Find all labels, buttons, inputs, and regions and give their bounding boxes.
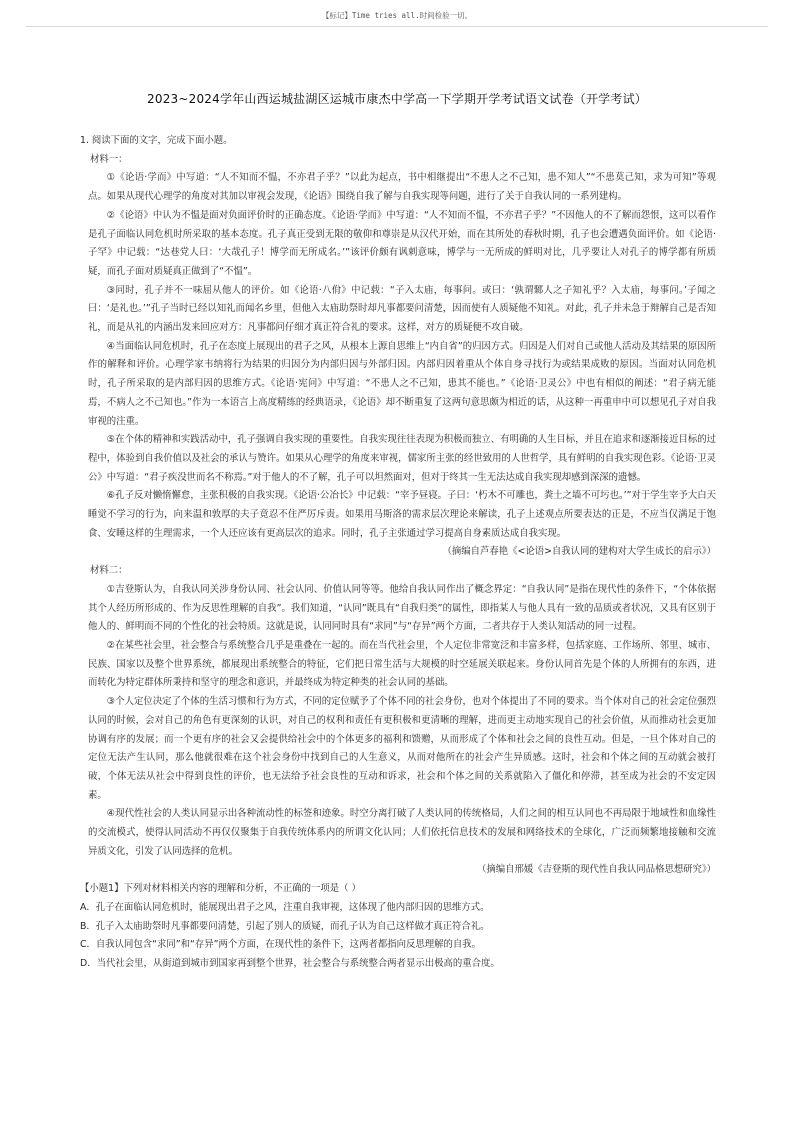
- material1-source: （摘编自芦春艳《<论语>自我认同的建构对大学生成长的启示》）: [442, 546, 716, 558]
- option-b: B．孔子入太庙助祭时凡事都要问清楚，引起了别人的质疑，而孔子认为自己这样做才真正符合礼。: [80, 920, 490, 932]
- option-a: A．孔子在面临认同危机时，能展现出君子之风，注重自我审视，这体现了他内部归因的思维方式。: [80, 901, 490, 913]
- material2-source: （摘编自邢媛《吉登斯的现代性自我认同品格思想研究》）: [476, 864, 716, 876]
- material2-paragraph: ④现代性社会的人类认同显示出各种流动性的标签和迹象。时空分离打破了人类认同的传统格局，人们之间的相互认同也不再局限于地域性和血缘性的交流模式，使得认同活动不再仅仅聚集于自我传统体系内的所谓文化认同；人们依托信息技术的发展和网络技术的全球化，广泛而频繁地接触和交流异质文化，引发了认同选择的危机。: [88, 808, 716, 857]
- material2-paragraph: ②在某些社会里，社会整合与系统整合几乎是重叠在一起的。而在当代社会里，个人定位非常宽泛和丰富多样，包括家庭、工作场所、邻里、城市、民族、国家以及整个世界系统，都展现出系统整合的特征，它们把日常生活与大规模的时空延展关联起来。身份认同首先是个体的人所拥有的东西，进而转化为特定群体所秉持和坚守的理念和意识，并最终成为特定种类的社会认同的基础。: [88, 639, 716, 689]
- material2-label: 材料二：: [90, 565, 128, 577]
- header-divider: [26, 26, 768, 27]
- material1-paragraph: ④当面临认同危机时，孔子在态度上展现出的君子之风，从根本上源自思维上“内自省”的归因方式。归因是人们对自己或他人活动及其结果的原因所作的解释和评价。心理学家韦纳将行为结果的归因分为内部归因与外部归因。内部归因着重从个体自身寻找行为或结果成败的原因。当面对认同危机时，孔子所采取的是内部归因的思维方式。《论语·宪问》中写道：“不患人之不己知，患其不能也。”《论语·卫灵公》中也有相似的阐述：“君子病无能焉，不病人之不己知也。”作为一本语言上高度精练的经典语录，《论语》却不断重复了这两句意思颇为相近的话，从这种一再重申中可以想见孔子对自我审视的注重。: [88, 340, 716, 427]
- material1-label: 材料一：: [90, 153, 128, 165]
- header-motto: 【标记】Time tries all.时间检验一切。: [321, 11, 473, 20]
- material2-paragraph: ①吉登斯认为，自我认同关涉身份认同、社会认同、价值认同等等。他给自我认同作出了概念界定：“自我认同”是指在现代性的条件下，“个体依据其个人经历所形成的、作为反思性理解的自我”。我们知道，“认同”既具有“自我归类”的属性，即指某人与他人具有一致的品质或者状况，又具有区别于他人的、鲜明而不同的个性化的社会特质。这就是说，认同同时具有“求同”与“存异”两个方面，二者共存于人类认知活动的同一过程。: [88, 583, 716, 633]
- subquestion-stem: 【小题1】下列对材料相关内容的理解和分析，不正确的一项是（ ）: [80, 883, 361, 895]
- material1-paragraph: ①《论语·学而》中写道：“人不知而不愠，不亦君子乎？”以此为起点，书中相继提出“不患人之不己知，患不知人”“不患莫己知，求为可知”等观点。如果从现代心理学的角度对其加以审视会发现，《论语》围绕自我了解与自我实现等问题，进行了关于自我认同的一系列建构。: [88, 172, 716, 203]
- exam-title: 2023~2024学年山西运城盐湖区运城市康杰中学高一下学期开学考试语文试卷（开学考试）: [147, 92, 647, 106]
- material1-paragraph: ③同时，孔子并不一味屈从他人的评价。如《论语·八佾》中记载：“子入太庙，每事问。或曰：‘孰谓鄹人之子知礼乎？入太庙，每事问。’子闻之曰：‘是礼也。’”孔子当时已经以知礼而闻名乡里，但他入太庙助祭时却凡事都要问清楚，因而使有人质疑他不知礼。对此，孔子并未急于辩解自己是否知礼，而是从礼的内涵出发来回应对方：凡事都问仔细才真正符合礼的要求。这样，对方的质疑便不攻自破。: [88, 284, 716, 334]
- question-body: [80, 132, 716, 974]
- material1-paragraph: ②《论语》中认为不愠是面对负面评价时的正确态度。《论语·学而》中写道：“人不知而不愠，不亦君子乎？”不因他人的不了解而怨恨，这可以看作是孔子面临认同危机时所采取的基本态度。孔子真正受到无限的敬仰和尊崇是从汉代开始，而在其所处的春秋时期，孔子也会遭遇负面评价。如《论语·子罕》中记载：“达巷党人曰：‘大哉孔子！博学而无所成名。’”该评价颇有讽刺意味，博学与一无所成的鲜明对比，几乎要让人对孔子的博学都有所质疑，而孔子面对质疑真正做到了“不愠”。: [88, 209, 716, 277]
- material2-paragraph: ③个人定位决定了个体的生活习惯和行为方式，不同的定位赋予了个体不同的社会身份，也对个体提出了不同的要求。当个体对自己的社会定位强烈认同的时候，会对自己的角色有更深刻的认识，对自己的权利和责任有更积极和更清晰的理解，进而更主动地实现自己的社会价值，从而推动社会更加协调有序的发展；而一个更有序的社会又会提供给社会中的个体更多的福利和馈赠，从而形成了个体和社会之间的良性互动。但是，一旦个体对自己的定位无法产生认同，那么他就很难在这个社会身份中找到自己的人生意义，从而对他所在的社会产生异质感。这时，社会和个体之间的互动就会被打破，个体无法从社会中得到良性的评价，也无法给予社会良性的互动和诉求，社会和个体之间的关系就陷入了僵化和停滞，甚至成为社会的不安定因素。: [88, 696, 716, 801]
- option-c: C．自我认同包含“求同”和“存异”两个方面，在现代性的条件下，这两者都指向反思理解的自我。: [80, 939, 481, 951]
- question-intro: 1. 阅读下面的文字，完成下面小题。: [80, 135, 233, 146]
- material1-paragraph: ⑤在个体的精神和实践活动中，孔子强调自我实现的重要性。自我实现往往表现为积极而独立、有明确的人生目标，并且在追求和逐渐接近目标的过程中，体验到自我价值以及社会的承认与赞许。如果从心理学的角度来审视，儒家所主张的经世致用的人世哲学，具有鲜明的自我实现色彩。《论语·卫灵公》中写道：“君子疾没世而名不称焉。”对于他人的不了解，孔子可以坦然面对，但对于终其一生无法达成自我实现却感到深深的遗憾。: [88, 434, 716, 483]
- option-d: D．当代社会里，从街道到城市到国家再到整个世界，社会整合与系统整合两者显示出极高的重合度。: [80, 957, 500, 969]
- material1-paragraph: ⑥孔子反对懒惰懈怠，主张积极的自我实现。《论语·公冶长》中记载：“宰予昼寝。子曰：‘朽木不可雕也，粪土之墙不可圬也。’”对于学生宰予大白天睡觉不学习的行为，向来温和敦厚的夫子竟忍不住严厉斥责。如果用马斯洛的需求层次理论来解读，孔子上述观点所要表达的正是，不应当仅满足于饱食、安睡这样的生理需求，一个人还应该有更高层次的追求。同时，孔子主张通过学习提高自身素质达成自我实现。: [88, 490, 716, 539]
